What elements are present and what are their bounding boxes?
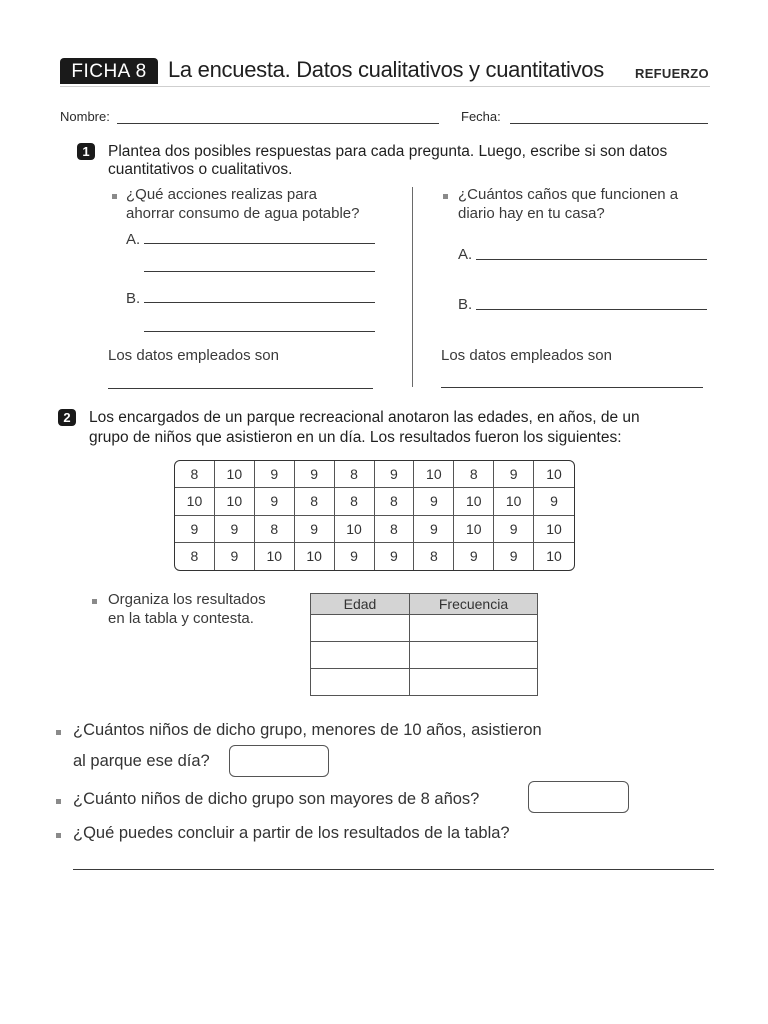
age-value-cell: 10 [546, 548, 562, 565]
right-option-b-label: B. [458, 296, 473, 313]
left-answer-b-line2[interactable] [144, 331, 375, 332]
age-value-cell: 8 [375, 488, 415, 515]
age-cell[interactable] [311, 642, 410, 669]
age-value-cell: 8 [335, 488, 375, 515]
age-value-cell: 9 [175, 516, 215, 543]
header-rule [60, 86, 710, 87]
age-value-cell: 8 [295, 488, 335, 515]
ficha-badge: FICHA 8 [60, 58, 158, 84]
age-value-cell: 10 [454, 516, 494, 543]
age-value-cell: 9 [414, 516, 454, 543]
left-question-line2: ahorrar consumo de agua potable? [126, 205, 360, 222]
age-value-cell: 10 [175, 488, 215, 515]
table-row [311, 669, 538, 696]
name-field[interactable] [117, 123, 439, 124]
age-value-cell: 9 [215, 543, 255, 570]
age-value-cell: 9 [255, 488, 295, 515]
age-value-cell: 10 [335, 516, 375, 543]
page-title: La encuesta. Datos cualitativos y cuantitativos [168, 57, 604, 82]
left-option-b-label: B. [126, 290, 141, 307]
bullet-icon [92, 599, 97, 604]
organize-line2: en la tabla y contesta. [108, 610, 254, 627]
ages-data-grid [174, 460, 575, 571]
age-value-cell: 9 [494, 516, 534, 543]
table-row [311, 615, 538, 642]
date-field[interactable] [510, 123, 708, 124]
left-data-type-field[interactable] [108, 388, 373, 389]
left-answer-b-line1[interactable] [144, 302, 375, 303]
age-value-cell: 9 [494, 461, 534, 488]
right-data-type-field[interactable] [441, 387, 703, 388]
age-value-cell: 9 [414, 488, 454, 515]
age-value-cell: 9 [255, 461, 295, 488]
question-3-text: ¿Qué puedes concluir a partir de los resultados de la tabla? [73, 824, 510, 842]
left-question-line1: ¿Qué acciones realizas para [126, 186, 317, 203]
age-value-cell: 10 [215, 488, 255, 515]
right-answer-b-line[interactable] [476, 309, 707, 310]
left-answer-a-line2[interactable] [144, 271, 375, 272]
age-value-cell: 8 [255, 516, 295, 543]
exercise-1-prompt-line1: Plantea dos posibles respuestas para cada pregunta. Luego, escribe si son datos [108, 143, 668, 160]
age-value-cell: 8 [454, 461, 494, 488]
bullet-icon [56, 730, 61, 735]
bullet-icon [443, 194, 448, 199]
age-value-cell: 10 [215, 461, 255, 488]
age-value-cell: 10 [454, 488, 494, 515]
age-value-cell: 9 [335, 543, 375, 570]
level-label: REFUERZO [635, 66, 709, 81]
age-value-cell: 8 [175, 543, 215, 570]
question-2-answer-box[interactable] [528, 781, 629, 813]
age-value-cell: 9 [494, 543, 534, 570]
right-question-line1: ¿Cuántos caños que funcionen a [458, 186, 679, 203]
frequency-table-header-age: Edad [311, 594, 410, 615]
date-label: Fecha: [461, 109, 501, 124]
left-answer-a-line1[interactable] [144, 243, 375, 244]
question-1-line2: al parque ese día? [73, 752, 210, 770]
age-value-cell: 9 [375, 461, 415, 488]
frequency-table-header-frequency: Frecuencia [410, 594, 538, 615]
bullet-icon [56, 833, 61, 838]
bullet-icon [56, 799, 61, 804]
exercise-2-prompt-line2: grupo de niños que asistieron en un día. Los resultados fueron los siguientes: [89, 429, 622, 446]
age-value-cell: 9 [454, 543, 494, 570]
question-3-answer-line[interactable] [73, 869, 714, 870]
age-value-cell: 10 [494, 488, 534, 515]
left-data-label: Los datos empleados son [108, 347, 279, 364]
age-cell[interactable] [311, 669, 410, 696]
exercise-1-prompt-line2: cuantitativos o cualitativos. [108, 161, 293, 178]
frequency-table [310, 593, 538, 696]
left-option-a-label: A. [126, 231, 141, 248]
right-data-label: Los datos empleados son [441, 347, 612, 364]
age-value-cell: 9 [375, 543, 415, 570]
age-value-cell: 9 [215, 516, 255, 543]
age-value-cell: 8 [414, 543, 454, 570]
frequency-cell[interactable] [410, 615, 538, 642]
age-cell[interactable] [311, 615, 410, 642]
age-value-cell: 10 [534, 516, 574, 543]
bullet-icon [112, 194, 117, 199]
age-value-cell: 8 [175, 461, 215, 488]
right-answer-a-line[interactable] [476, 259, 707, 260]
question-1-line1: ¿Cuántos niños de dicho grupo, menores de 10 años, asistieron [73, 721, 542, 739]
name-label: Nombre: [60, 109, 110, 124]
age-value-cell: 10 [255, 543, 295, 570]
question-2-text: ¿Cuánto niños de dicho grupo son mayores de 8 años? [73, 790, 480, 808]
age-value-cell: 8 [335, 461, 375, 488]
table-row [311, 642, 538, 669]
exercise-2-prompt-line1: Los encargados de un parque recreacional anotaron las edades, en años, de un [89, 409, 640, 426]
age-value-cell: 9 [295, 461, 335, 488]
right-question-line2: diario hay en tu casa? [458, 205, 605, 222]
organize-line1: Organiza los resultados [108, 591, 266, 608]
age-value-cell: 8 [375, 516, 415, 543]
exercise-2-number: 2 [58, 409, 76, 426]
age-value-cell: 9 [534, 488, 574, 515]
exercise-1-number: 1 [77, 143, 95, 160]
right-option-a-label: A. [458, 246, 473, 263]
age-value-cell: 10 [414, 461, 454, 488]
column-divider [412, 187, 413, 387]
age-value-cell: 10 [534, 461, 574, 488]
age-value-cell: 10 [295, 543, 335, 570]
frequency-cell[interactable] [410, 669, 538, 696]
question-1-answer-box[interactable] [229, 745, 329, 777]
age-value-cell: 9 [295, 516, 335, 543]
frequency-cell[interactable] [410, 642, 538, 669]
